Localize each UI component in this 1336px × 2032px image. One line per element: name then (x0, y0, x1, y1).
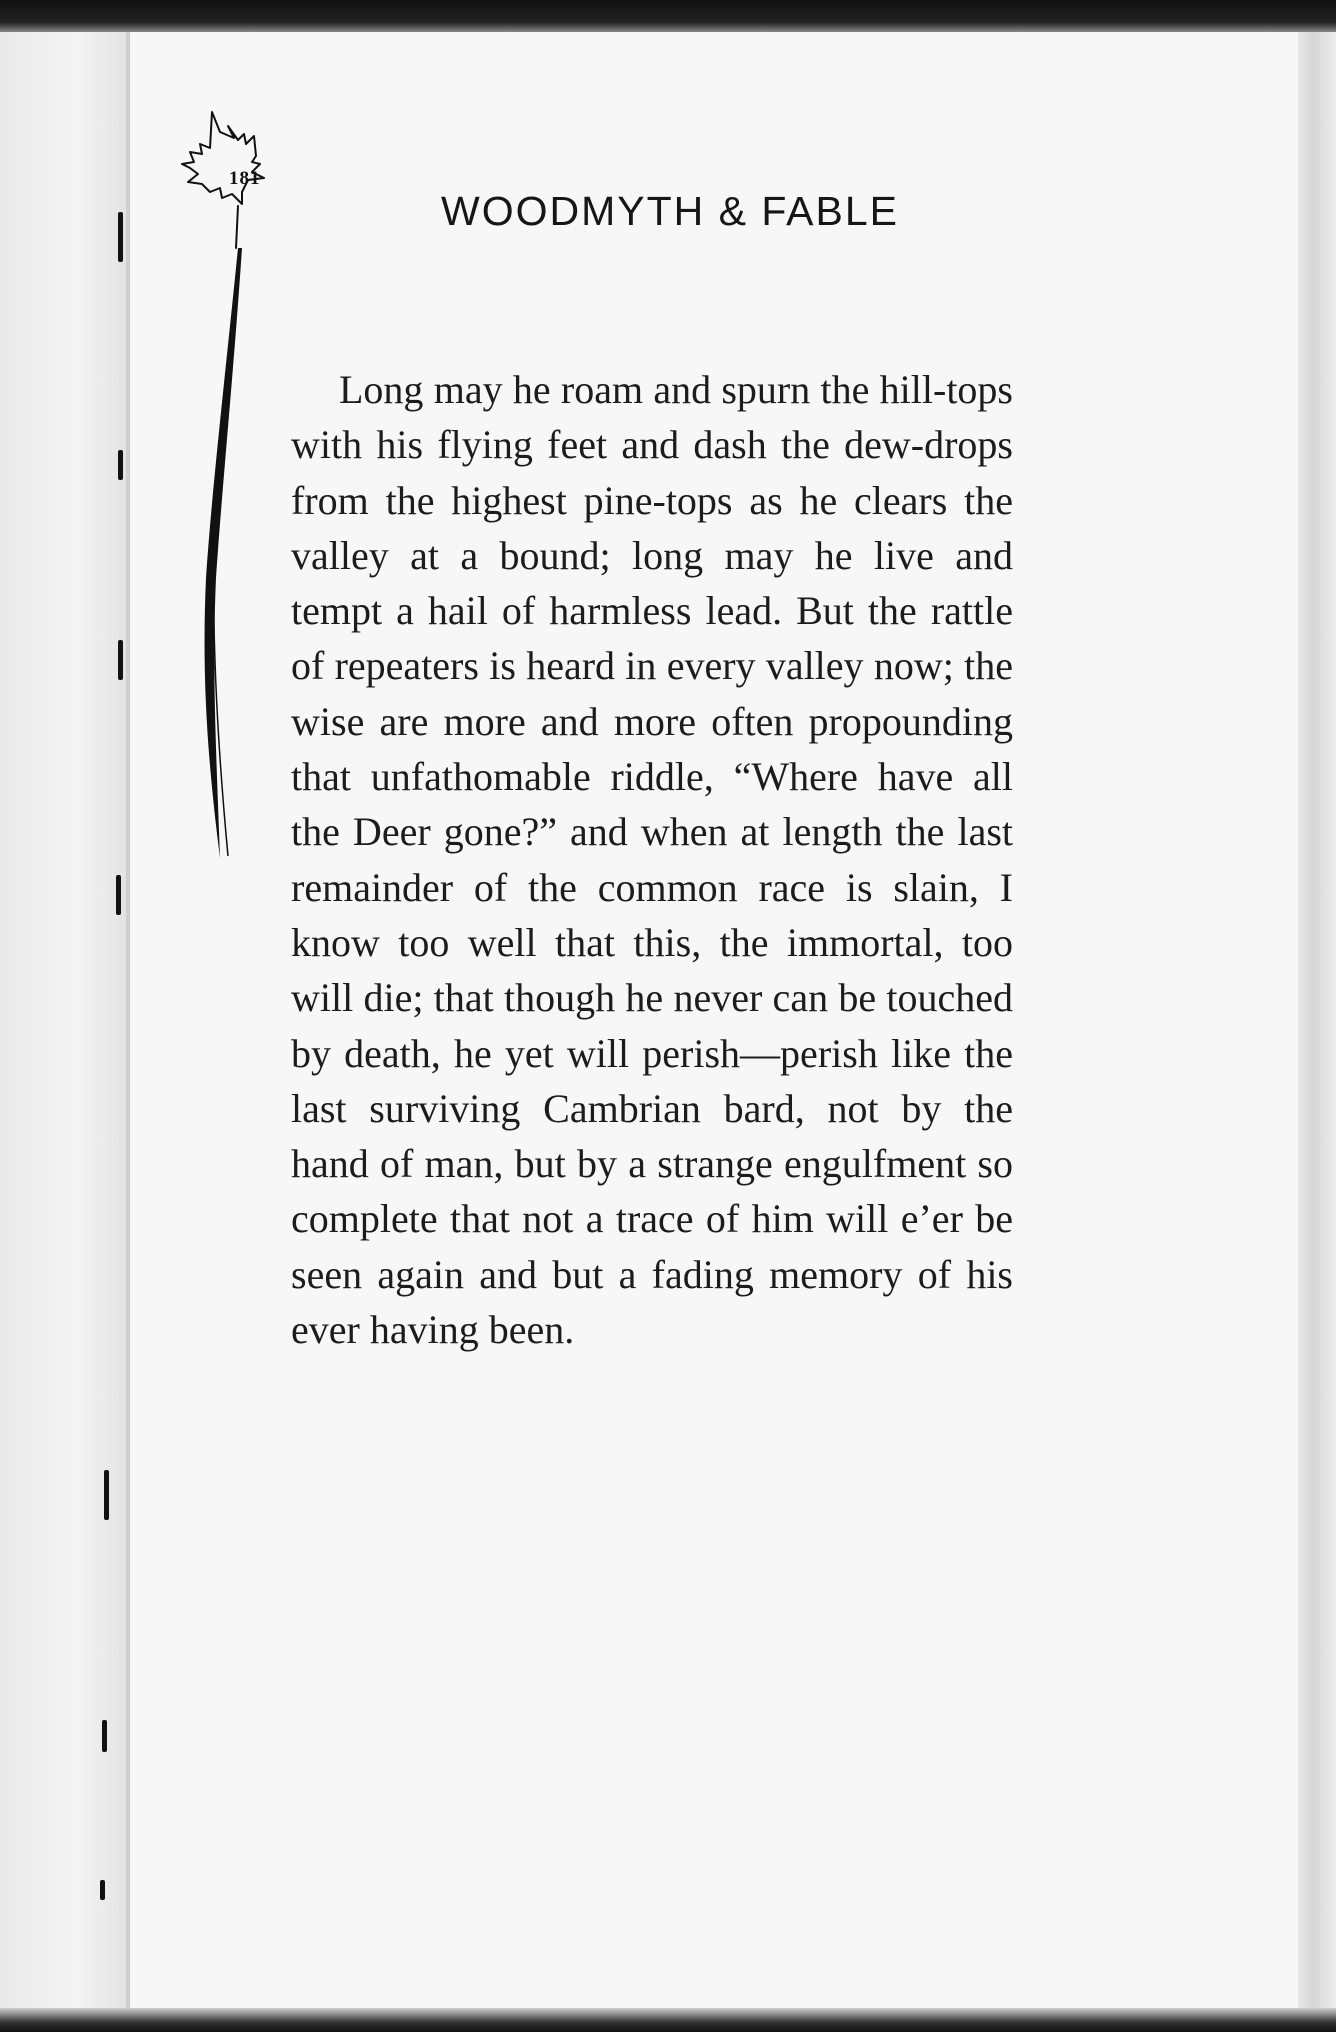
binding-mark (100, 1880, 105, 1900)
binding-mark (116, 875, 121, 915)
binding-mark (118, 450, 123, 480)
book-bottom-edge (0, 2008, 1336, 2032)
page-number: 181 (229, 168, 261, 189)
book-gutter (126, 32, 130, 2012)
binding-mark (118, 212, 123, 262)
book-top-edge (0, 0, 1336, 32)
maple-leaf-icon (176, 108, 306, 868)
binding-mark (118, 640, 123, 680)
binding-mark (102, 1720, 107, 1752)
running-head: WOODMYTH & FABLE (441, 188, 899, 234)
body-paragraph: Long may he roam and spurn the hill-tops with his flying feet and dash the dew-drops from the highest pine-tops as he clears the valley at a bound; long may he live and tempt a hail of harmless lead. But the rattle of repeaters is heard in every valley now; the wise are more and more often propounding that unfathomable riddle, “Where have all the Deer gone?” and when at length the last remainder of the common race is slain, I know too well that this, the immortal, too will die; that though he never can be touched by death, he yet will perish—perish like the last surviving Cambrian bard, not by the hand of man, but by a strange engulfment so complete that not a trace of him will e’er be seen again and but a fading memory of his ever having been. (291, 367, 1013, 1353)
binding-mark (104, 1470, 109, 1520)
facing-page (0, 32, 128, 2012)
book-right-edge (1298, 32, 1336, 2012)
